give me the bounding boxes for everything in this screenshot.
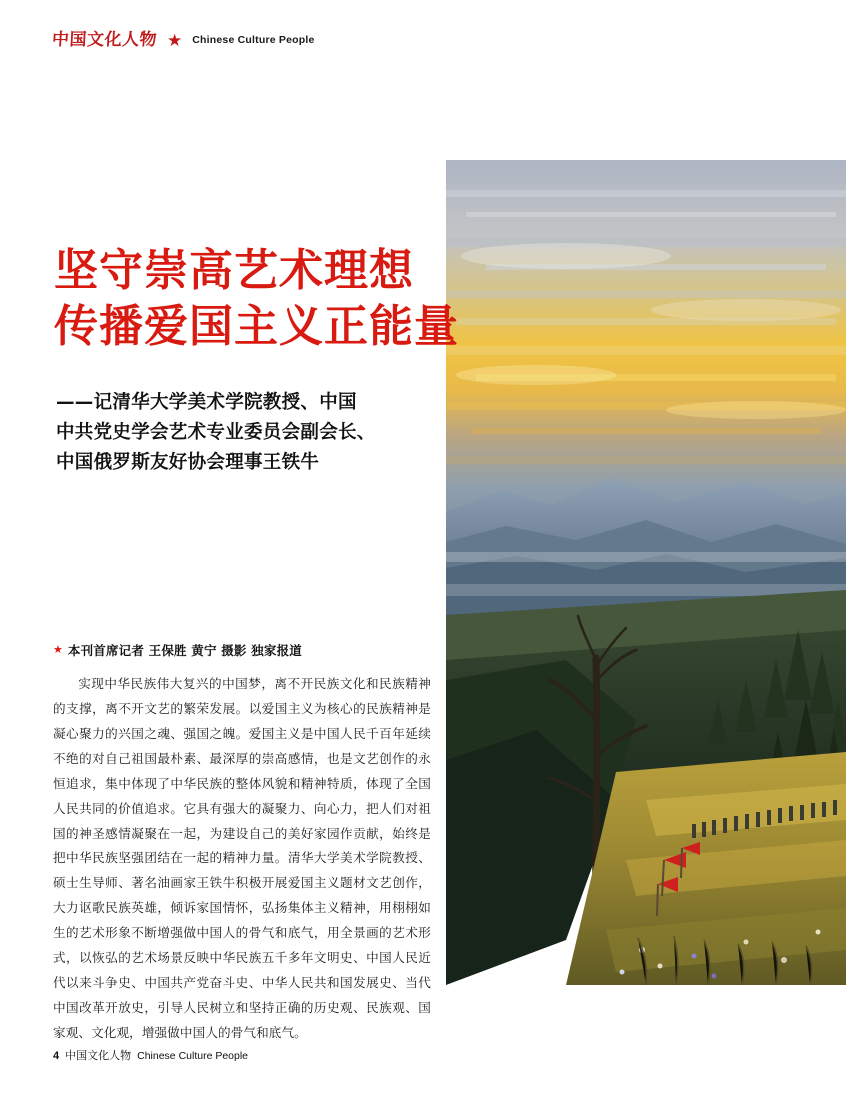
masthead-cn-title: 中国文化人物	[51, 30, 158, 50]
subtitle-line-1: ——记清华大学美术学院教授、中国	[56, 392, 357, 413]
byline	[53, 641, 302, 659]
headline-line-2: 传播爱国主义正能量	[54, 301, 459, 353]
subtitle-line-3: 中国俄罗斯友好协会理事王铁牛	[56, 451, 320, 473]
masthead	[52, 32, 315, 49]
subtitle	[56, 388, 446, 478]
page-number: 4	[53, 1050, 60, 1062]
page-title	[54, 243, 574, 356]
headline-line-1: 坚守崇高艺术理想	[54, 245, 414, 296]
page-footer	[53, 1047, 248, 1063]
star-icon: ★	[53, 643, 63, 656]
article-paragraph: 实现中华民族伟大复兴的中国梦，离不开民族文化和民族精神的支撑，离不开文艺的繁荣发展。以爱国主义为核心的民族精神是凝心聚力的兴国之魂、强国之魄。爱国主义是中国人民千百年延续不绝的对自己祖国最朴素、最深厚的崇高感情，也是文艺创作的永恒追求，集中体现了中华民族的整体风貌和精神特质，体现了全国人民共同的价值追求。它具有强大的凝聚力、向心力，把人们对祖国的神圣感情凝聚在一起，为建设自己的美好家园作贡献，始终是把中华民族坚强团结在一起的精神力量。清华大学美术学院教授、硕士生导师、著名油画家王铁牛积极开展爱国主义题材文艺创作，大力讴歌民族英雄，倾诉家国情怀，弘扬集体主义精神，用栩栩如生的艺术形象不断增强做中国人的骨气和底气，用全景画的艺术形式，以恢弘的艺术场景反映中华民族五千多年文明史、中国人民近代以来斗争史、中国共产党奋斗史、中华人民共和国发展史、当代中国改革开放史，引导人民树立和坚持正确的历史观、民族观、国家观、文化观，增强做中国人的骨气和底气。	[53, 676, 431, 1040]
footer-en-title: Chinese Culture People	[137, 1050, 249, 1062]
masthead-en-title: Chinese Culture People	[192, 34, 315, 47]
footer-cn-title: 中国文化人物	[65, 1049, 132, 1062]
article-body	[53, 672, 431, 1046]
star-icon: ★	[167, 31, 183, 50]
subtitle-line-2: 中共党史学会艺术专业委员会副会长、	[56, 421, 376, 443]
byline-text: 本刊首席记者 王保胜 黄宁 摄影 独家报道	[67, 643, 302, 658]
